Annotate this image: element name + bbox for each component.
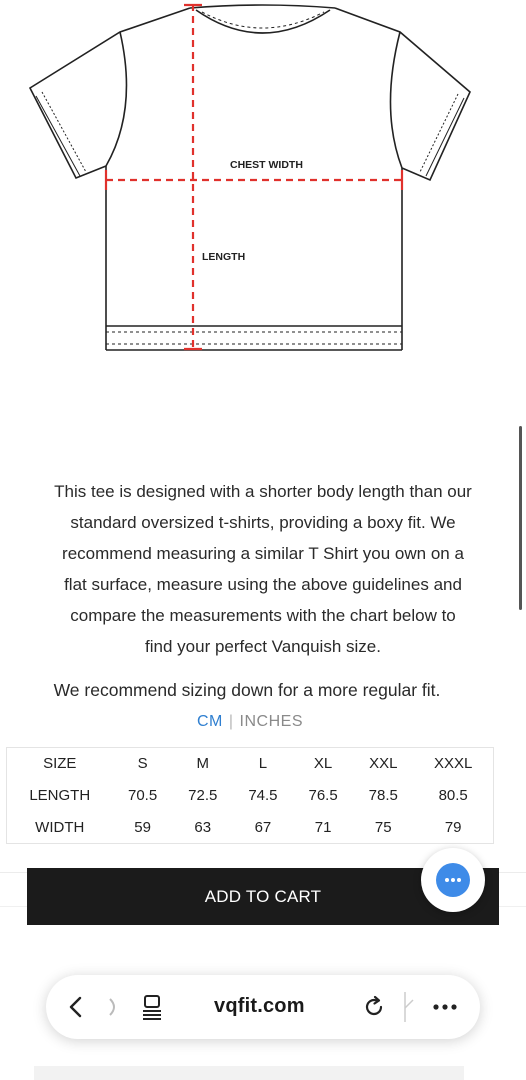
table-cell: 75 xyxy=(374,818,392,836)
table-cell: 76.5 xyxy=(308,787,338,804)
chat-button[interactable] xyxy=(421,848,485,912)
browser-address-bar xyxy=(46,975,480,1039)
table-cell: M xyxy=(196,755,209,773)
home-indicator-area xyxy=(34,1066,464,1080)
table-cell: 78.5 xyxy=(368,787,398,804)
table-cell: XL xyxy=(313,755,333,773)
table-row xyxy=(7,748,494,780)
size-chart-table xyxy=(6,747,494,844)
table-cell: 80.5 xyxy=(438,787,468,804)
unit-inches-option[interactable]: INCHES xyxy=(239,713,303,730)
unit-cm-option[interactable]: CM xyxy=(197,713,223,730)
row-header-width: WIDTH xyxy=(35,818,85,836)
description-line: standard oversized t-shirts, providing a boxy fit. We xyxy=(70,513,456,532)
table-cell: 71 xyxy=(314,818,332,836)
fit-description xyxy=(0,476,526,662)
reload-icon[interactable] xyxy=(360,993,388,1021)
description-line: This tee is designed with a shorter body length than our xyxy=(54,482,472,501)
table-row xyxy=(7,812,494,844)
length-label: LENGTH xyxy=(202,251,246,263)
unit-toggle xyxy=(0,713,500,731)
tshirt-size-diagram xyxy=(0,0,526,370)
chat-bubble-icon xyxy=(433,860,473,900)
chest-width-label: CHEST WIDTH xyxy=(230,159,303,171)
table-cell: 74.5 xyxy=(248,787,278,804)
url-text[interactable]: vqfit.com xyxy=(214,995,305,1017)
row-header-length: LENGTH xyxy=(29,787,91,804)
tabs-icon[interactable] xyxy=(136,991,168,1023)
table-cell: XXL xyxy=(369,755,398,773)
table-cell: XXXL xyxy=(434,755,473,773)
table-cell: L xyxy=(258,755,268,773)
description-line: find your perfect Vanquish size. xyxy=(145,637,381,656)
table-cell: 79 xyxy=(444,818,462,836)
description-line: flat surface, measure using the above guidelines and xyxy=(64,575,462,594)
partial-refresh-icon xyxy=(102,993,124,1021)
table-cell: 72.5 xyxy=(188,787,218,804)
table-cell: 63 xyxy=(194,818,212,836)
table-cell: 59 xyxy=(134,818,151,836)
unit-separator: | xyxy=(228,713,234,730)
back-icon[interactable] xyxy=(62,993,90,1021)
table-row xyxy=(7,780,494,812)
description-line: recommend measuring a similar T Shirt you own on a xyxy=(62,544,464,563)
sizing-recommendation: We recommend sizing down for a more regular fit. xyxy=(53,680,441,700)
more-icon[interactable] xyxy=(430,997,460,1017)
table-cell: 70.5 xyxy=(127,787,158,804)
row-header-size: SIZE xyxy=(43,755,77,773)
description-line: compare the measurements with the chart below to xyxy=(70,606,456,625)
table-cell: 67 xyxy=(254,818,272,836)
separator-icon xyxy=(398,989,418,1025)
add-to-cart-button[interactable]: ADD TO CART xyxy=(27,868,499,925)
table-cell: S xyxy=(137,755,148,773)
